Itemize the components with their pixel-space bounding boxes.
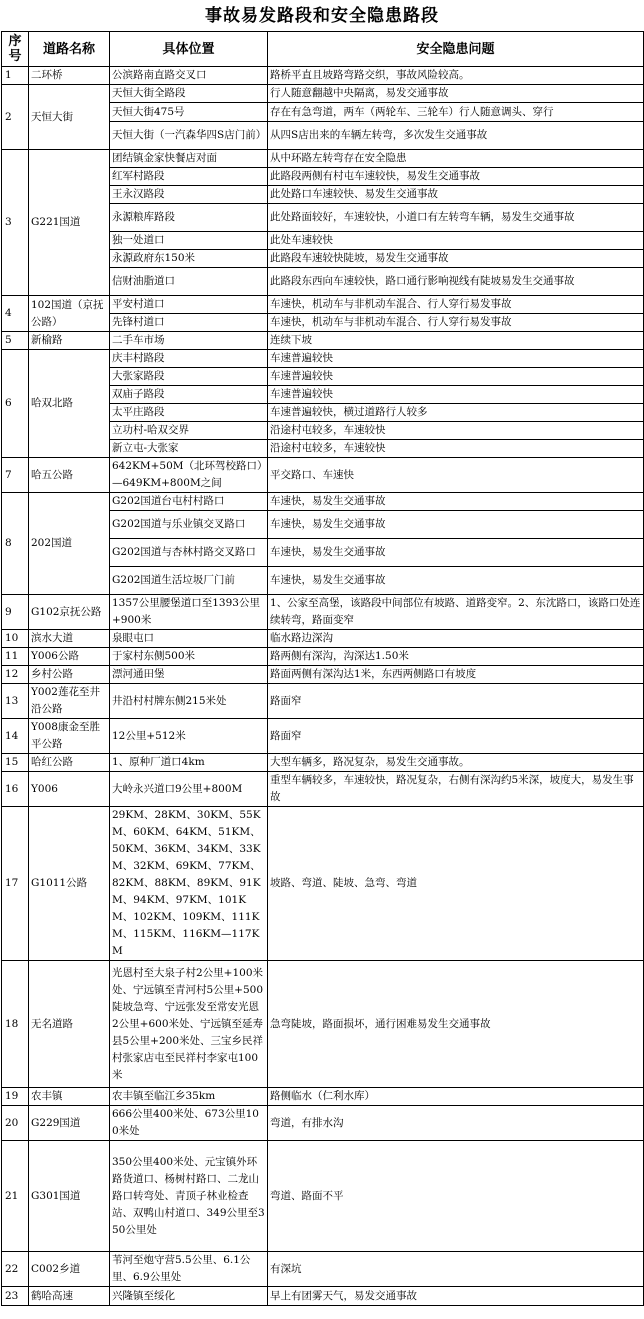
road-name: G102京抚公路 (29, 595, 110, 630)
road-name: 哈五公路 (29, 458, 110, 493)
issue-cell: 车速快，易发生交通事故 (268, 567, 644, 595)
location-cell: 太平庄路段 (110, 404, 268, 422)
issue-cell: 车速快，易发生交通事故 (268, 493, 644, 511)
road-name: 二环桥 (29, 67, 110, 85)
issue-cell: 车速快，易发生交通事故 (268, 539, 644, 567)
issue-cell: 车速快，机动车与非机动车混合、行人穿行易发事故 (268, 314, 644, 332)
page-title: 事故易发路段和安全隐患路段 (205, 6, 439, 26)
location-cell: 王永汉路段 (110, 186, 268, 204)
location-cell: 兴隆镇至绥化 (110, 1287, 268, 1306)
row-number: 1 (2, 67, 29, 85)
row-number: 21 (2, 1141, 29, 1252)
location-cell: 大岭永兴道口9公里+800M (110, 772, 268, 807)
location-cell: 大张家路段 (110, 368, 268, 386)
road-name: 新榆路 (29, 332, 110, 350)
road-name: G229国道 (29, 1106, 110, 1141)
location-cell: 团结镇金家快餐店对面 (110, 150, 268, 168)
table-row (2, 1287, 644, 1306)
table-row (2, 684, 644, 719)
location-cell: 公滨路南直路交叉口 (110, 67, 268, 85)
location-cell: 12公里+512米 (110, 719, 268, 754)
table-row (2, 1141, 644, 1252)
location-cell: 350公里400米处、元宝镇外环路货道口、杨树村路口、二龙山路口转弯处、青顶子林业检查站、双鸭山村道口、349公里至350公里处 (110, 1141, 268, 1252)
issue-cell: 此处路口车速较快、易发生交通事故 (268, 186, 644, 204)
location-cell: G202国道台屯村村路口 (110, 493, 268, 511)
table-row (2, 332, 644, 350)
table-row (2, 85, 644, 103)
issue-cell: 车速普遍较快，横过道路行人较多 (268, 404, 644, 422)
road-name: G301国道 (29, 1141, 110, 1252)
location-cell: G202国道与杏林村路交叉路口 (110, 539, 268, 567)
issue-cell: 车速普遍较快 (268, 386, 644, 404)
location-cell: 井沿村村牌东侧215米处 (110, 684, 268, 719)
table-row (2, 754, 644, 772)
issue-cell: 从四S店出来的车辆左转弯，多次发生交通事故 (268, 122, 644, 150)
issue-cell: 此处车速较快 (268, 232, 644, 250)
location-cell: 庆丰村路段 (110, 350, 268, 368)
table-row (2, 719, 644, 754)
issue-cell: 车速快，机动车与非机动车混合、行人穿行易发事故 (268, 296, 644, 314)
issue-cell: 弯道，有排水沟 (268, 1106, 644, 1141)
table-row (2, 350, 644, 368)
road-name: C002乡道 (29, 1252, 110, 1287)
location-cell: 1、原种厂道口4km (110, 754, 268, 772)
table-row (2, 595, 644, 630)
location-cell: 光恩村至大泉子村2公里+100米处、宁远镇至青河村5公里+500陡坡急弯、宁远张发至常安光恩2公里+600米处、宁远镇至延寿县5公里+200米处、三宝乡民祥村张家店屯至民祥村李家屯100米 (110, 961, 268, 1088)
row-number: 12 (2, 666, 29, 684)
row-number: 14 (2, 719, 29, 754)
table-row (2, 648, 644, 666)
row-number: 16 (2, 772, 29, 807)
issue-cell: 路侧临水（仁利水库） (268, 1088, 644, 1106)
issue-cell: 坡路、弯道、陡坡、急弯、弯道 (268, 807, 644, 961)
row-number: 15 (2, 754, 29, 772)
row-number: 9 (2, 595, 29, 630)
header-road: 道路名称 (29, 32, 110, 67)
location-cell: 红军村路段 (110, 168, 268, 186)
table-body (2, 67, 644, 1306)
road-name: G1011公路 (29, 807, 110, 961)
issue-cell: 车速普遍较快 (268, 350, 644, 368)
table-row (2, 961, 644, 1088)
header-no: 序号 (2, 32, 29, 67)
table-row (2, 630, 644, 648)
table-row (2, 772, 644, 807)
issue-cell: 此路段两侧有村屯车速较快，易发生交通事故 (268, 168, 644, 186)
location-cell: 立功村-哈双交界 (110, 422, 268, 440)
location-cell: 苇河至炮守营5.5公里、6.1公里、6.9公里处 (110, 1252, 268, 1287)
row-number: 13 (2, 684, 29, 719)
issue-cell: 此处路面较好，车速较快，小道口有左转弯车辆，易发生交通事故 (268, 204, 644, 232)
table-row (2, 1088, 644, 1106)
road-name: Y002莲花至井沿公路 (29, 684, 110, 719)
table-row (2, 807, 644, 961)
road-name: 无名道路 (29, 961, 110, 1088)
issue-cell: 急弯陡坡，路面损坏，通行困难易发生交通事故 (268, 961, 644, 1088)
road-name: 滨水大道 (29, 630, 110, 648)
row-number: 7 (2, 458, 29, 493)
row-number: 5 (2, 332, 29, 350)
road-name: 102国道（京抚公路） (29, 296, 110, 332)
header-location: 具体位置 (110, 32, 268, 67)
location-cell: 永源政府东150米 (110, 250, 268, 268)
road-name: 哈双北路 (29, 350, 110, 458)
location-cell: 642KM+50M（北环驾校路口）—649KM+800M之间 (110, 458, 268, 493)
issue-cell: 路桥平直且坡路弯路交织，事故风险较高。 (268, 67, 644, 85)
location-cell: 泉眼屯口 (110, 630, 268, 648)
issue-cell: 弯道、路面不平 (268, 1141, 644, 1252)
issue-cell: 连续下坡 (268, 332, 644, 350)
location-cell: 1357公里腰堡道口至1393公里+900米 (110, 595, 268, 630)
location-cell: 平安村道口 (110, 296, 268, 314)
issue-cell: 平交路口、车速快 (268, 458, 644, 493)
header-issue: 安全隐患问题 (268, 32, 644, 67)
table-row (2, 1252, 644, 1287)
road-name: 哈红公路 (29, 754, 110, 772)
header-row (2, 32, 644, 67)
row-number: 8 (2, 493, 29, 595)
location-cell: 29KM、28KM、30KM、55KM、60KM、64KM、51KM、50KM、36KM、34KM、33KM、32KM、69KM、77KM、82KM、88KM、89KM、91KM、94KM、97KM、101KM、102KM、109KM、111KM、115KM、116KM—117KM (110, 807, 268, 961)
issue-cell: 临水路边深沟 (268, 630, 644, 648)
location-cell: 漂河通田堡 (110, 666, 268, 684)
issue-cell: 此路段车速较快陡坡，易发生交通事故 (268, 250, 644, 268)
table-row (2, 666, 644, 684)
issue-cell: 早上有团雾天气，易发交通事故 (268, 1287, 644, 1306)
location-cell: G202国道生活垃圾厂门前 (110, 567, 268, 595)
issue-cell: 车速普遍较快 (268, 368, 644, 386)
table-row (2, 458, 644, 493)
issue-cell: 路面窄 (268, 719, 644, 754)
issue-cell: 行人随意翻越中央隔离，易发交通事故 (268, 85, 644, 103)
location-cell: 信财油脂道口 (110, 268, 268, 296)
row-number: 19 (2, 1088, 29, 1106)
table-row (2, 1106, 644, 1141)
location-cell: 于家村东侧500米 (110, 648, 268, 666)
row-number: 10 (2, 630, 29, 648)
road-name: Y008康金至胜平公路 (29, 719, 110, 754)
row-number: 20 (2, 1106, 29, 1141)
issue-cell: 沿途村屯较多，车速较快 (268, 422, 644, 440)
table-row (2, 150, 644, 168)
issue-cell: 路面两侧有深沟达1米，东西两侧路口有坡度 (268, 666, 644, 684)
location-cell: 先锋村道口 (110, 314, 268, 332)
location-cell: 二手车市场 (110, 332, 268, 350)
row-number: 2 (2, 85, 29, 150)
issue-cell: 车速快，易发生交通事故 (268, 511, 644, 539)
row-number: 4 (2, 296, 29, 332)
road-name: Y006 (29, 772, 110, 807)
row-number: 23 (2, 1287, 29, 1306)
road-name: 乡村公路 (29, 666, 110, 684)
road-name: G221国道 (29, 150, 110, 296)
issue-cell: 路两侧有深沟，沟深达1.50米 (268, 648, 644, 666)
issue-cell: 大型车辆多，路况复杂，易发生交通事故。 (268, 754, 644, 772)
issue-cell: 有深坑 (268, 1252, 644, 1287)
road-name: 农丰镇 (29, 1088, 110, 1106)
table-row (2, 493, 644, 511)
issue-cell: 重型车辆较多，车速较快，路况复杂，右侧有深沟约5米深，坡度大，易发生事故 (268, 772, 644, 807)
location-cell: 666公里400米处、673公里100米处 (110, 1106, 268, 1141)
road-name: 鹤哈高速 (29, 1287, 110, 1306)
hazard-table (1, 31, 644, 1306)
location-cell: 天恒大街全路段 (110, 85, 268, 103)
issue-cell: 沿途村屯较多，车速较快 (268, 440, 644, 458)
row-number: 22 (2, 1252, 29, 1287)
road-name: Y006公路 (29, 648, 110, 666)
location-cell: 农丰镇至临江乡35km (110, 1088, 268, 1106)
location-cell: 新立屯-大张家 (110, 440, 268, 458)
location-cell: G202国道与乐业镇交叉路口 (110, 511, 268, 539)
location-cell: 永源粮库路段 (110, 204, 268, 232)
issue-cell: 路面窄 (268, 684, 644, 719)
issue-cell: 1、公家至高堡，该路段中间部位有坡路、道路变窄。2、东沈路口，该路口处连续转弯，路面变窄 (268, 595, 644, 630)
row-number: 11 (2, 648, 29, 666)
issue-cell: 存在有急弯道，两车（两轮车、三轮车）行人随意调头、穿行 (268, 103, 644, 122)
location-cell: 天恒大街475号 (110, 103, 268, 122)
table-row (2, 67, 644, 85)
row-number: 6 (2, 350, 29, 458)
location-cell: 独一处道口 (110, 232, 268, 250)
road-name: 天恒大街 (29, 85, 110, 150)
issue-cell: 此路段东西向车速较快，路口通行影响视线有陡坡易发生交通事故 (268, 268, 644, 296)
road-name: 202国道 (29, 493, 110, 595)
row-number: 17 (2, 807, 29, 961)
location-cell: 天恒大街（一汽森华四S店门前） (110, 122, 268, 150)
row-number: 18 (2, 961, 29, 1088)
row-number: 3 (2, 150, 29, 296)
location-cell: 双庙子路段 (110, 386, 268, 404)
issue-cell: 从中环路左转弯存在安全隐患 (268, 150, 644, 168)
table-row (2, 296, 644, 314)
